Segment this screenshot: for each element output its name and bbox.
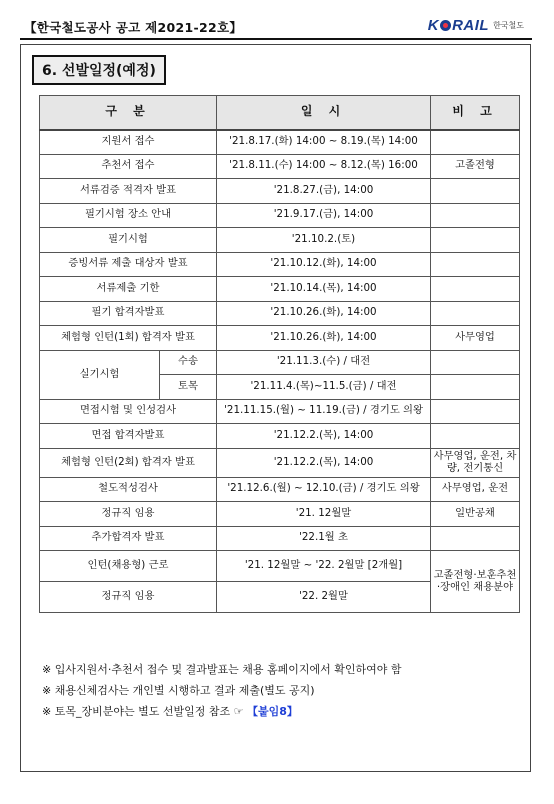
table-row — [40, 130, 520, 155]
table-row — [40, 228, 520, 253]
table-row — [40, 277, 520, 302]
row-category: 서류검증 적격자 발표 — [40, 179, 217, 204]
header-category: 구 분 — [40, 96, 217, 130]
row-category: 체험형 인턴(2회) 합격자 발표 — [40, 448, 217, 477]
row-note — [431, 228, 520, 253]
row-category: 지원서 접수 — [40, 130, 217, 155]
row-schedule: '21.12.2.(목), 14:00 — [217, 448, 431, 477]
table-row — [40, 502, 520, 527]
row-schedule: '22.1월 초 — [217, 526, 431, 551]
row-category: 면접시험 및 인성검사 — [40, 399, 217, 424]
table-row — [40, 551, 520, 582]
practical-exam-category: 실기시험 — [40, 350, 160, 399]
row-note: 고졸전형 — [431, 154, 520, 179]
row-category: 필기시험 — [40, 228, 217, 253]
table-row — [40, 179, 520, 204]
header-divider — [20, 38, 532, 40]
row-category: 증빙서류 제출 대상자 발표 — [40, 252, 217, 277]
row-schedule: '21.11.4.(목)~11.5.(금) / 대전 — [217, 375, 431, 400]
row-schedule: '21.10.26.(화), 14:00 — [217, 301, 431, 326]
row-schedule: '21.11.3.(수) / 대전 — [217, 350, 431, 375]
row-note — [431, 130, 520, 155]
table-row — [40, 203, 520, 228]
row-note — [431, 252, 520, 277]
row-category: 정규직 임용 — [40, 582, 217, 613]
row-note — [431, 179, 520, 204]
row-category: 필기시험 장소 안내 — [40, 203, 217, 228]
table-row — [40, 252, 520, 277]
header-note: 비 고 — [431, 96, 520, 130]
header-schedule: 일 시 — [217, 96, 431, 130]
row-note: 사무영업, 운전, 차량, 전기통신 — [431, 448, 520, 477]
practical-subcategory: 수송 — [160, 350, 217, 375]
logo-wordmark: K RAIL — [427, 17, 490, 34]
footnote-line — [42, 701, 401, 722]
table-row — [40, 350, 520, 375]
row-category: 정규직 임용 — [40, 502, 217, 527]
logo-circle-icon — [440, 20, 451, 31]
row-note — [431, 277, 520, 302]
row-schedule: '21. 12월말 ~ '22. 2월말 [2개월] — [217, 551, 431, 582]
row-schedule: '21.11.15.(월) ~ 11.19.(금) / 경기도 의왕 — [217, 399, 431, 424]
row-note — [431, 424, 520, 449]
table-row — [40, 424, 520, 449]
korail-logo — [428, 17, 524, 34]
schedule-table — [39, 95, 520, 613]
row-schedule: '22. 2월말 — [217, 582, 431, 613]
table-row — [40, 526, 520, 551]
row-category: 서류제출 기한 — [40, 277, 217, 302]
table-row — [40, 448, 520, 477]
row-note — [431, 301, 520, 326]
row-note: 일반공채 — [431, 502, 520, 527]
merged-note: 고졸전형·보훈추천·장애인 채용분야 — [431, 551, 520, 613]
row-schedule: '21.8.17.(화) 14:00 ~ 8.19.(목) 14:00 — [217, 130, 431, 155]
row-category: 체험형 인턴(1회) 합격자 발표 — [40, 326, 217, 351]
row-note — [431, 399, 520, 424]
row-category: 추천서 접수 — [40, 154, 217, 179]
row-category: 철도적성검사 — [40, 477, 217, 502]
document-header-title: 【한국철도공사 공고 제2021-22호】 — [24, 20, 243, 35]
row-category: 필기 합격자발표 — [40, 301, 217, 326]
row-schedule: '21.12.6.(월) ~ 12.10.(금) / 경기도 의왕 — [217, 477, 431, 502]
footnotes — [42, 659, 401, 722]
row-note: 사무영업, 운전 — [431, 477, 520, 502]
row-note — [431, 526, 520, 551]
row-note — [431, 203, 520, 228]
logo-subtitle: 한국철도 — [493, 21, 524, 30]
row-schedule: '21.10.26.(화), 14:00 — [217, 326, 431, 351]
table-header-row — [40, 96, 520, 130]
row-schedule: '21.9.17.(금), 14:00 — [217, 203, 431, 228]
row-schedule: '21.8.27.(금), 14:00 — [217, 179, 431, 204]
attachment-reference: 【붙임8】 — [246, 705, 298, 718]
row-schedule: '21.10.12.(화), 14:00 — [217, 252, 431, 277]
section-title: 6. 선발일정(예정) — [32, 55, 166, 85]
row-note — [431, 375, 520, 400]
table-row — [40, 326, 520, 351]
row-note — [431, 350, 520, 375]
row-schedule: '21. 12월말 — [217, 502, 431, 527]
table-row — [40, 154, 520, 179]
row-category: 인턴(채용형) 근로 — [40, 551, 217, 582]
row-category: 면접 합격자발표 — [40, 424, 217, 449]
table-row — [40, 477, 520, 502]
practical-subcategory: 토목 — [160, 375, 217, 400]
table-row — [40, 301, 520, 326]
footnote-line: ※ 입사지원서·추천서 접수 및 결과발표는 채용 홈페이지에서 확인하여야 함 — [42, 663, 402, 676]
row-category: 추가합격자 발표 — [40, 526, 217, 551]
row-schedule: '21.8.11.(수) 14:00 ~ 8.12.(목) 16:00 — [217, 154, 431, 179]
row-schedule: '21.10.14.(목), 14:00 — [217, 277, 431, 302]
footnote-line: ※ 채용신체검사는 개인별 시행하고 결과 제출(별도 공지) — [42, 684, 315, 697]
row-note: 사무영업 — [431, 326, 520, 351]
footnote-text: ※ 토목_장비분야는 별도 선발일정 참조 ☞ — [42, 705, 247, 718]
row-schedule: '21.12.2.(목), 14:00 — [217, 424, 431, 449]
table-row — [40, 399, 520, 424]
row-schedule: '21.10.2.(토) — [217, 228, 431, 253]
